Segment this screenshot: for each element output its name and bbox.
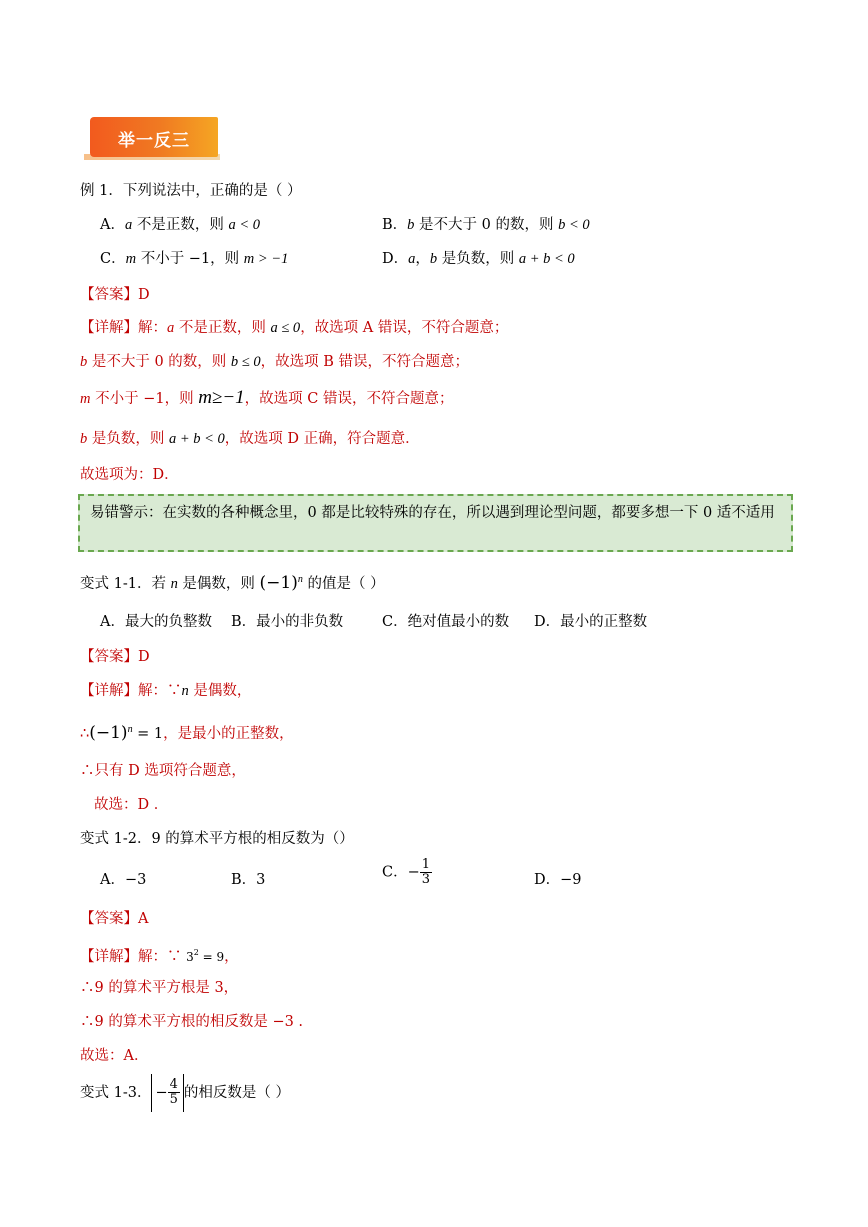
v11-detail-2: $\therefore(-1)^n = 1$，是最小的正整数， bbox=[80, 722, 294, 743]
warning-text: 易错警示：在实数的各种概念里，0 都是比较特殊的存在，所以遇到理论型问题，都要多想一下 0 适不适用 bbox=[90, 505, 775, 521]
v12-option-c: C．− $\frac{1}{3}$ bbox=[382, 857, 431, 887]
v13-question: 变式 1-3． − $\frac{4}{5}$ 的相反数是（ ） bbox=[80, 1074, 290, 1112]
v11-option-a: A．最大的负整数 bbox=[100, 614, 212, 630]
v12-detail-3: ∴9 的算术平方根的相反数是 −3 . bbox=[80, 1014, 304, 1030]
ex1-answer: 【答案】D bbox=[80, 287, 150, 303]
ex1-detail-3: m 不小于 −1，则 m≥−1，故选项 C 错误，不符合题意； bbox=[80, 387, 454, 408]
v12-answer: 【答案】A bbox=[80, 911, 149, 927]
absolute-value-bars: − $\frac{4}{5}$ bbox=[151, 1074, 183, 1112]
ex1-option-c: C．m 不小于 −1，则 m > −1 bbox=[100, 251, 289, 267]
warning-box bbox=[78, 494, 793, 552]
banner-title: 举一反三 bbox=[118, 131, 190, 151]
v11-option-d: D．最小的正整数 bbox=[534, 614, 648, 630]
v11-answer: 【答案】D bbox=[80, 649, 150, 665]
v11-option-c: C．绝对值最小的数 bbox=[382, 614, 510, 630]
v11-question: 变式 1-1．若 n 是偶数，则 $(-1)^n$ 的值是（ ） bbox=[80, 572, 385, 593]
ex1-option-a: A．a 不是正数，则 a < 0 bbox=[100, 217, 260, 233]
v11-conclusion: 故选：D ． bbox=[94, 797, 169, 813]
v12-detail-1: 【详解】解：∵ $3^2 = 9$， bbox=[80, 948, 239, 965]
section-banner bbox=[90, 117, 218, 157]
v12-conclusion: 故选：A． bbox=[80, 1048, 149, 1064]
ex1-conclusion: 故选项为：D． bbox=[80, 467, 179, 483]
v12-option-d: D．−9 bbox=[534, 872, 582, 888]
ex1-detail-2: b 是不大于 0 的数，则 b ≤ 0，故选项 B 错误，不符合题意； bbox=[80, 354, 470, 370]
v11-option-b: B．最小的非负数 bbox=[231, 614, 344, 630]
v12-option-b: B．3 bbox=[231, 872, 266, 888]
ex1-option-b: B．b 是不大于 0 的数，则 b < 0 bbox=[382, 217, 590, 233]
ex1-detail-4: b 是负数，则 a + b < 0，故选项 D 正确，符合题意． bbox=[80, 431, 420, 447]
v12-question: 变式 1-2．9 的算术平方根的相反数为（） bbox=[80, 831, 354, 847]
v11-detail-3: ∴只有 D 选项符合题意， bbox=[80, 763, 246, 779]
v11-detail-1: 【详解】解：∵n 是偶数， bbox=[80, 683, 252, 699]
v12-option-a: A．−3 bbox=[100, 872, 147, 888]
ex1-question: 例 1．下列说法中，正确的是（ ） bbox=[80, 183, 302, 199]
ex1-option-d: D．a，b 是负数，则 a + b < 0 bbox=[382, 251, 575, 267]
v12-detail-2: ∴9 的算术平方根是 3， bbox=[80, 980, 239, 996]
ex1-detail-1: 【详解】解：a 不是正数，则 a ≤ 0，故选项 A 错误，不符合题意； bbox=[80, 320, 509, 336]
